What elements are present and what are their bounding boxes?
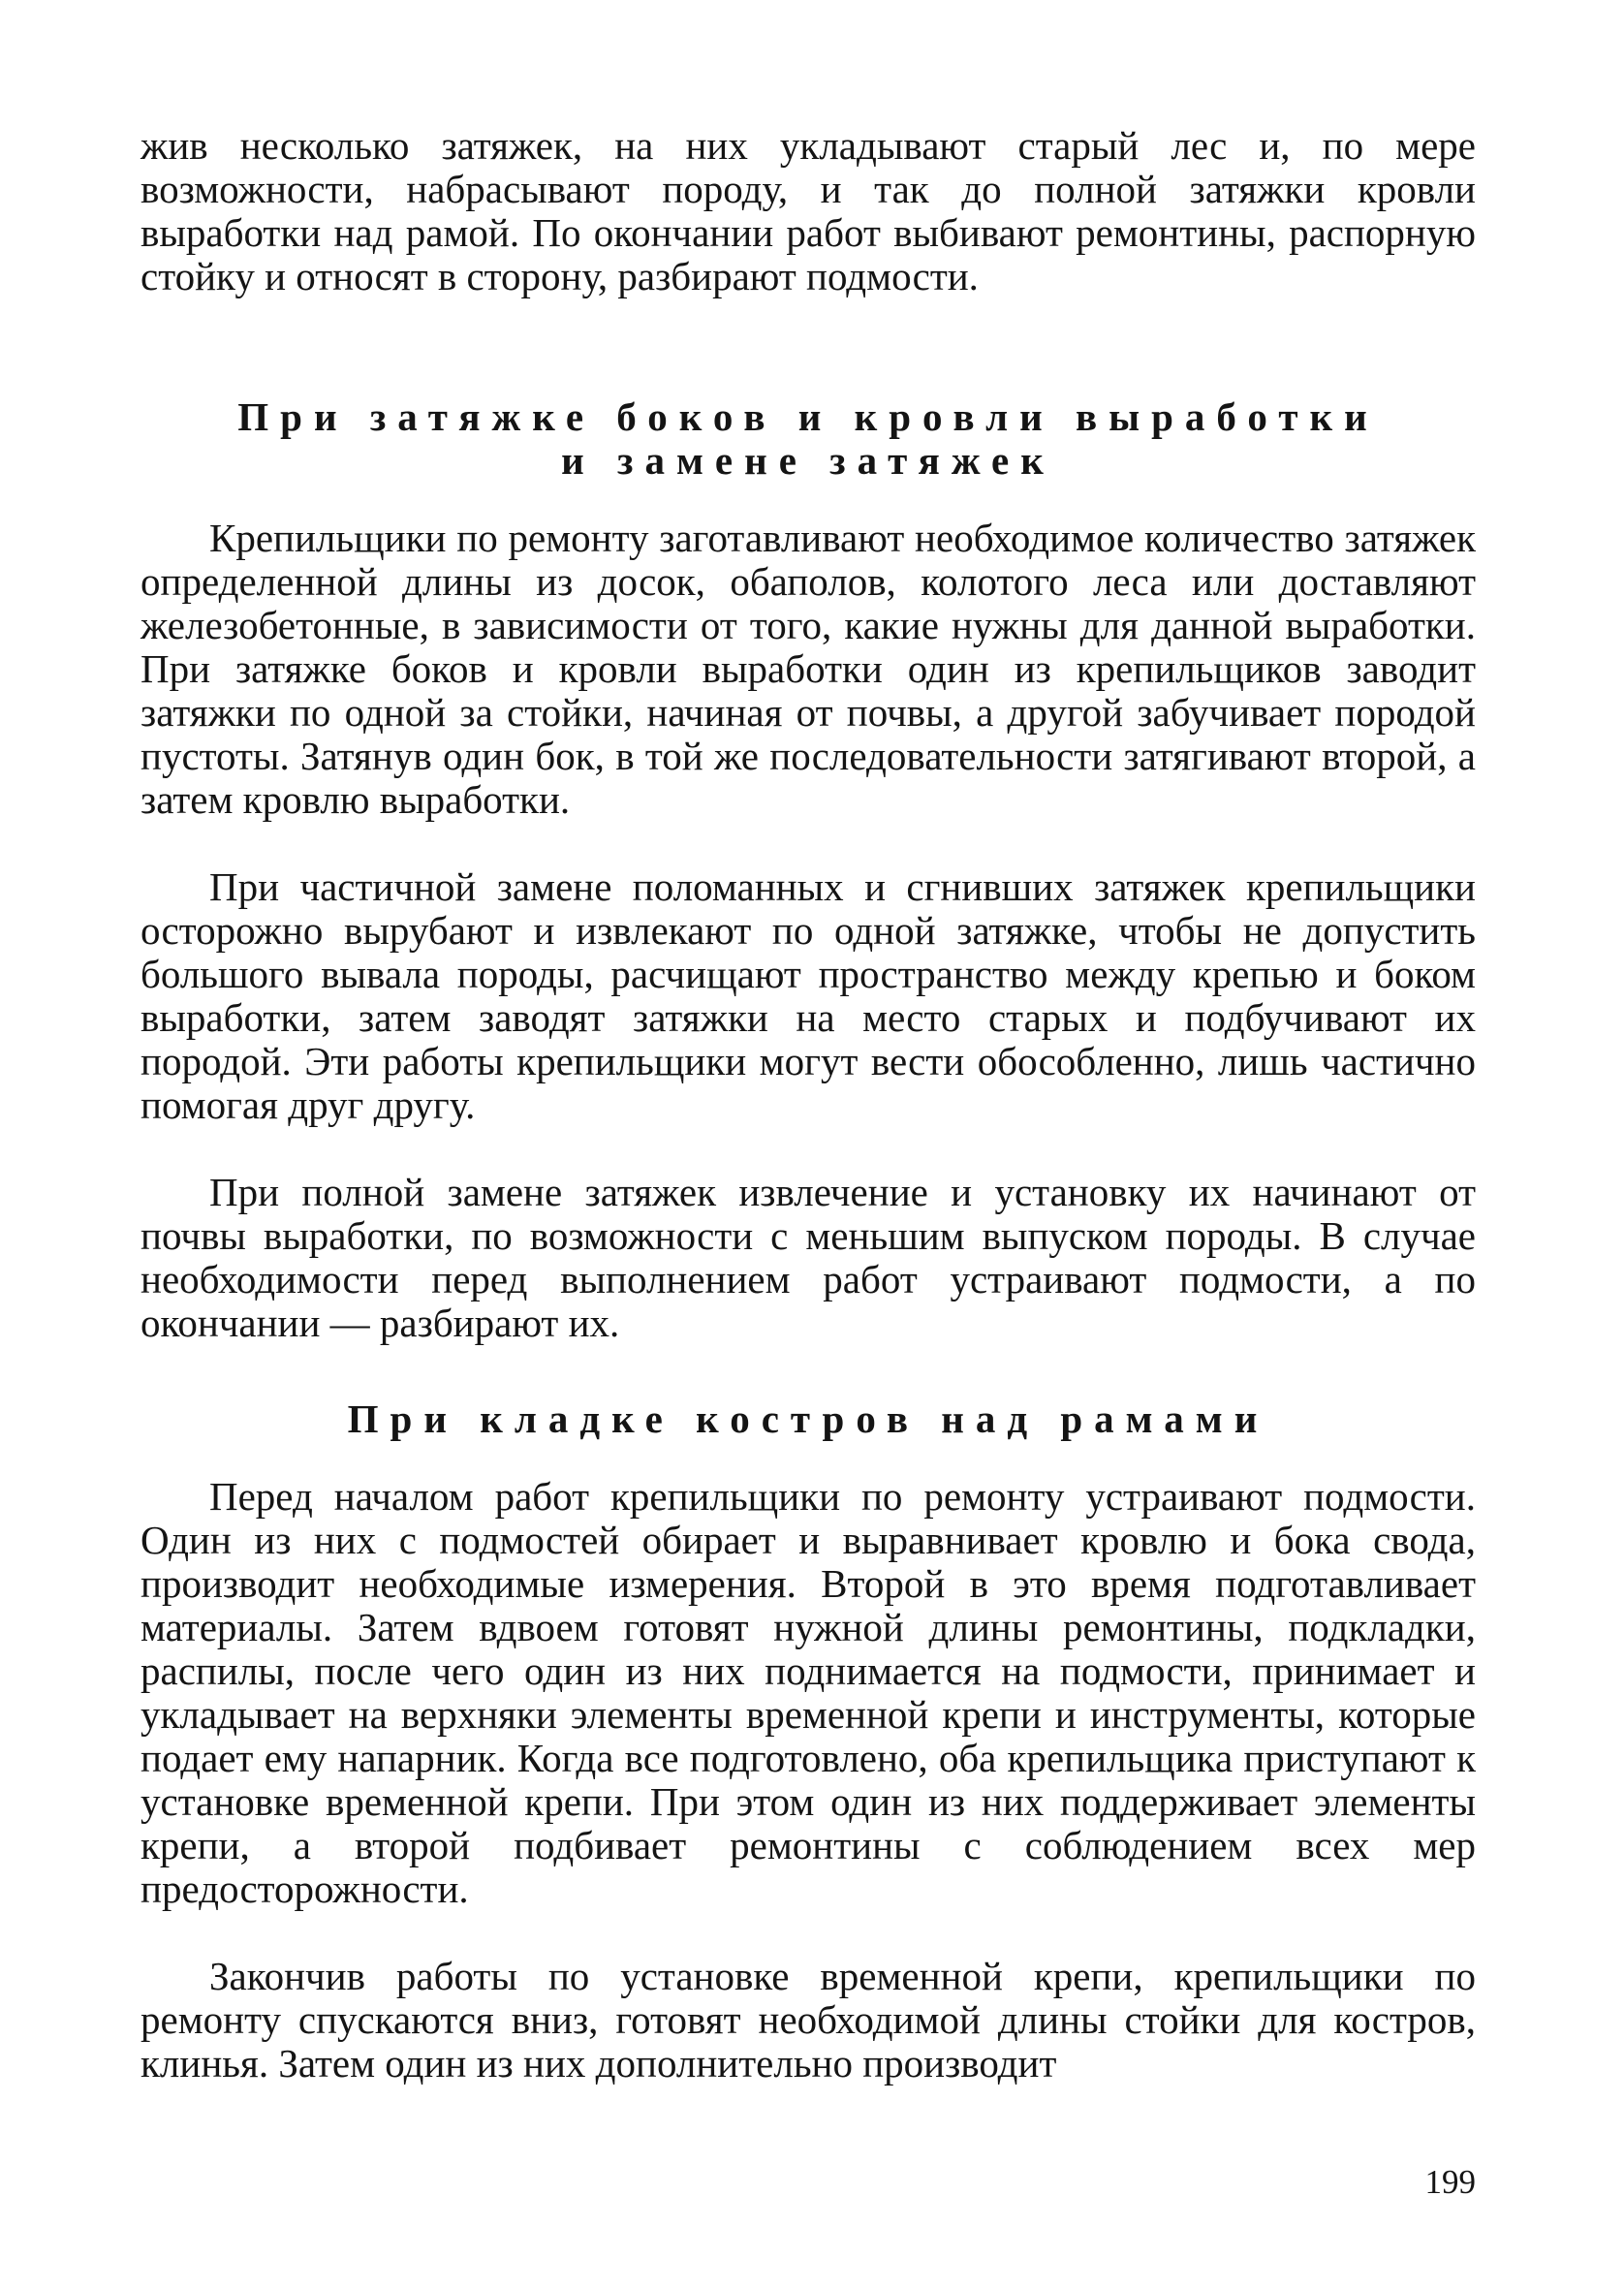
paragraph-full-replacement: При полной замене затяжек извлечение и установку их начинают от почвы выработки, по возможности с меньшим выпуском породы. В случае необходимости перед выполнением работ устраивают подмости, а по окончании — разбирают их. (141, 1170, 1476, 1345)
section-heading-line-1: При затяжке боков и кровли выработки (237, 394, 1379, 439)
paragraph-crib-preparation: Перед началом работ крепильщики по ремонту устраивают подмости. Один из них с подмостей обирает и выравнивает кровлю и бока свода, производит необходимые измерения. Второй в это время подготавливает материалы. Затем вдвоем готовят нужной длины ремонтины, подкладки, распилы, после чего один из них поднимается на подмости, принимает и укладывает на верхняки элементы временной крепи и инструменты, которые подает ему напарник. Когда все подготовлено, оба крепильщика приступают к установке временной крепи. При этом один из них поддерживает элементы крепи, а второй подбивает ремонтины с соблюдением всех мер предосторожности. (141, 1474, 1476, 1911)
section-heading-cribs: При кладке костров над рамами (347, 1396, 1269, 1441)
paragraph-partial-replacement: При частичной замене поломанных и сгнивших затяжек крепильщики осторожно вырубают и извлекают по одной затяжке, чтобы не допустить большого вывала породы, расчищают пространство между крепью и боком выработки, затем заводят затяжки на место старых и подбучивают их породой. Эти работы крепильщики могут вести обособленно, лишь частично помогая друг другу. (141, 864, 1476, 1127)
paragraph-crib-continued: Закончив работы по установке временной крепи, крепильщики по ремонту спускаются вниз, готовят необходимой длины стойки для костров, клинья. Затем один из них дополнительно производит (141, 1954, 1476, 2086)
paragraph-lagging-preparation: Крепильщики по ремонту заготавливают необходимое количество затяжек определенной длины из досок, обаполов, колотого леса или доставляют железобетонные, в зависимости от того, какие нужны для данной выработки. При затяжке боков и кровли выработки один из крепильщиков заводит затяжки по одной за стойки, начиная от почвы, а другой забучивает породой пустоты. Затянув один бок, в той же последовательности затягивают второй, а затем кровлю выработки. (141, 516, 1476, 822)
section-heading-line-2: и замене затяжек (561, 438, 1055, 483)
page-number: 199 (1424, 2163, 1476, 2201)
paragraph-continued: жив несколько затяжек, на них укладывают старый лес и, по мере возможности, набрасывают породу, и так до полной затяжки кровли выработки над рамой. По окончании работ выбивают ремонтины, распорную стойку и относят в сторону, разбирают подмости. (141, 123, 1476, 298)
